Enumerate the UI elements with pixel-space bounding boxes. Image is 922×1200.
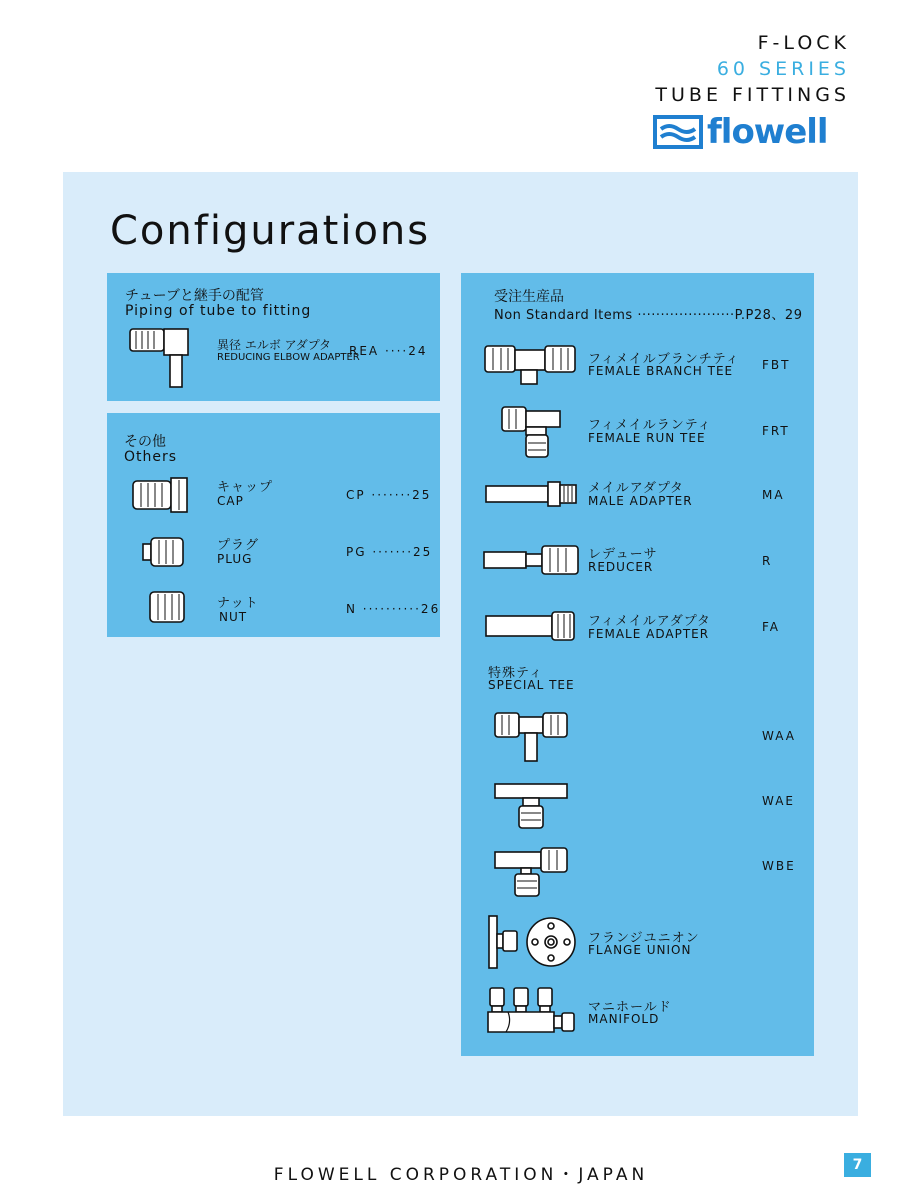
fbt-code: FBT (762, 358, 791, 372)
flange-union-icon (487, 914, 579, 970)
reducer-label-en: REDUCER (588, 560, 654, 574)
plug-label-jp: プラグ (217, 538, 260, 553)
manifold-icon (486, 986, 578, 1036)
page-number: 7 (844, 1153, 871, 1177)
wbe-code: WBE (762, 859, 796, 873)
female-adapter-icon (484, 610, 578, 642)
cap-code: CP ·······25 (346, 488, 432, 502)
flowell-logo (653, 114, 828, 150)
nut-label-en: NUT (219, 610, 248, 624)
cap-label-jp: キャップ (217, 480, 274, 495)
frt-code: FRT (762, 424, 790, 438)
wae-code: WAE (762, 794, 795, 808)
footer-text: FLOWELL CORPORATION・JAPAN (273, 1165, 649, 1185)
frt-label-en: FEMALE RUN TEE (588, 431, 706, 445)
header-line-2: 60 SERIES (716, 58, 850, 80)
others-title-jp: その他 (124, 434, 166, 450)
rea-label-jp: 異径 エルボ アダプタ (217, 338, 331, 352)
reducer-label-jp: レデューサ (588, 547, 658, 562)
flowell-logo-text: flowell (707, 112, 828, 152)
page-title: Configurations (110, 208, 431, 254)
special-tee-label-jp: 特殊ティ (488, 666, 543, 681)
special-tee-label-en: SPECIAL TEE (488, 678, 575, 692)
female-run-tee-icon (500, 405, 564, 461)
male-adapter-icon (484, 480, 580, 508)
waa-code: WAA (762, 729, 796, 743)
ma-label-jp: メイルアダプタ (588, 481, 684, 496)
piping-title-jp: チューブと継手の配管 (125, 288, 264, 304)
female-branch-tee-icon (483, 342, 579, 386)
piping-title-en: Piping of tube to fitting (125, 303, 312, 319)
special-tee-wae-icon (493, 780, 571, 830)
flange-union-label-en: FLANGE UNION (588, 943, 692, 957)
fa-label-en: FEMALE ADAPTER (588, 627, 710, 641)
nonstandard-title-en: Non Standard Items ·····················P.P28、29 (494, 308, 803, 323)
fbt-label-en: FEMALE BRANCH TEE (588, 364, 734, 378)
ma-label-en: MALE ADAPTER (588, 494, 693, 508)
reducer-icon (482, 544, 582, 576)
special-tee-waa-icon (493, 711, 571, 763)
footer (0, 1160, 922, 1185)
frt-label-jp: フィメイルランティ (588, 418, 712, 433)
plug-label-en: PLUG (217, 552, 253, 566)
fbt-label-jp: フィメイルブランチティ (588, 352, 740, 367)
fa-label-jp: フィメイルアダプタ (588, 614, 711, 629)
nut-icon (148, 590, 186, 624)
nut-code: N ··········26 (346, 602, 441, 616)
others-title-en: Others (124, 449, 178, 465)
ma-code: MA (762, 488, 785, 502)
manifold-label-jp: マニホールド (588, 1000, 672, 1015)
series-header (655, 30, 850, 108)
cap-label-en: CAP (217, 494, 244, 508)
manifold-label-en: MANIFOLD (588, 1012, 660, 1026)
special-tee-wbe-icon (493, 846, 571, 898)
plug-icon (141, 536, 185, 568)
nut-label-jp: ナット (217, 596, 259, 611)
flange-union-label-jp: フランジユニオン (588, 931, 700, 946)
rea-label-en: REDUCING ELBOW ADAPTER (217, 352, 360, 363)
cap-icon (131, 476, 189, 514)
header-line-3: TUBE FITTINGS (655, 84, 850, 106)
flowell-logo-mark-icon (653, 115, 703, 149)
plug-code: PG ·······25 (346, 545, 433, 559)
nonstandard-title-jp: 受注生産品 (494, 289, 564, 305)
reducing-elbow-adapter-icon (128, 327, 192, 389)
fa-code: FA (762, 620, 781, 634)
rea-code: REA ····24 (349, 344, 428, 358)
header-line-1: F-LOCK (757, 32, 850, 54)
reducer-code: R (762, 554, 773, 568)
